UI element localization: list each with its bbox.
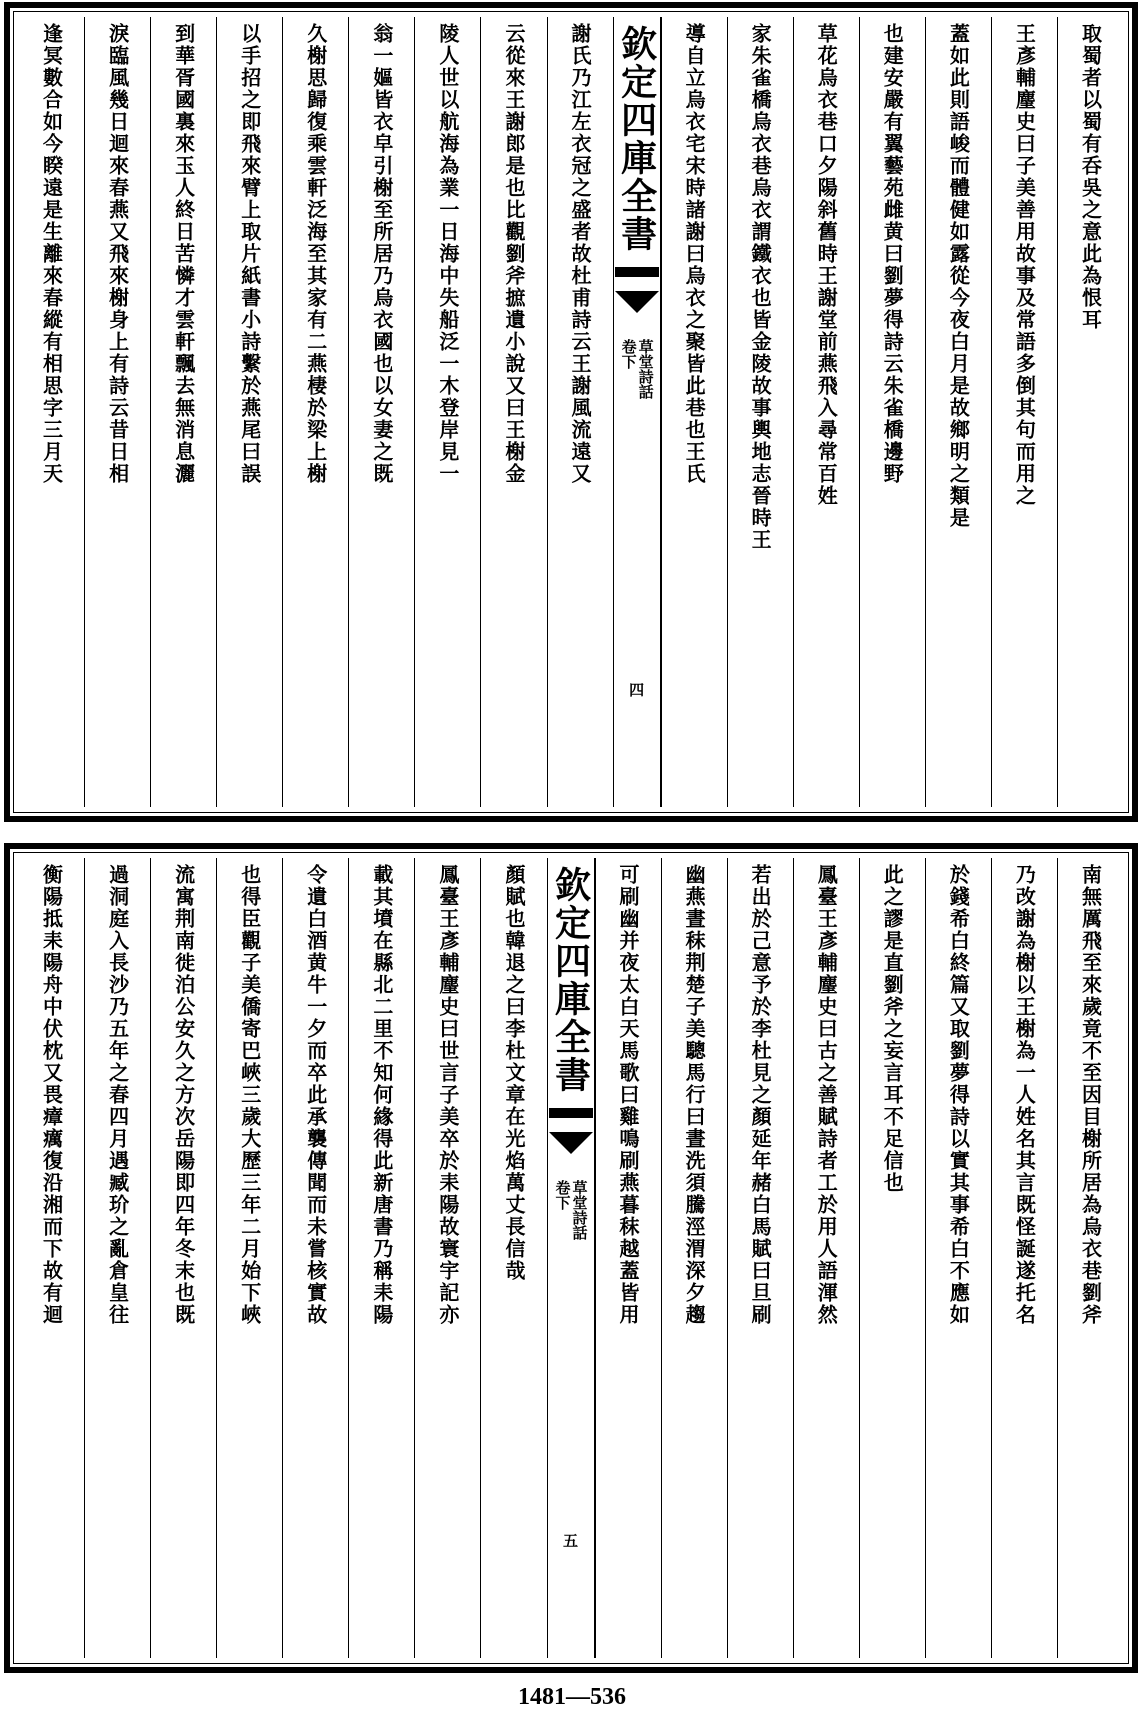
- page-footer: 1481—536: [518, 1684, 626, 1710]
- text-column: [84, 858, 150, 1658]
- text-column: [414, 858, 480, 1658]
- book-label: [555, 1180, 587, 1240]
- book-title: 草堂詩話: [636, 339, 655, 399]
- text-column-content: 翁一嫗皆衣皁引榭至所居乃烏衣國也以女妻之既: [369, 23, 394, 485]
- text-column: [925, 858, 991, 1658]
- text-column: [84, 17, 150, 807]
- text-column: [480, 17, 546, 807]
- text-column: [661, 858, 727, 1658]
- text-column-content: 顏賦也韓退之曰李杜文章在光焰萬丈長信哉: [501, 864, 526, 1282]
- text-column: [727, 17, 793, 807]
- text-column: [1057, 858, 1123, 1658]
- text-column-content: 云從來王謝郎是也比觀劉斧摭遺小說又曰王榭金: [501, 23, 526, 485]
- text-column: [348, 17, 414, 807]
- text-column: [595, 858, 661, 1658]
- text-column-content: 取蜀者以蜀有呑吳之意此為恨耳: [1078, 23, 1103, 331]
- book-title: 草堂詩話: [570, 1180, 589, 1240]
- text-column: [282, 858, 348, 1658]
- text-column-content: 此之謬是直劉斧之妄言耳不足信也: [880, 864, 905, 1194]
- page-number: 四: [627, 682, 646, 697]
- text-column-content: 陵人世以航海為業一日海中失船泛一木登岸見一: [435, 23, 460, 485]
- text-column: [216, 17, 282, 807]
- text-column-content: 也得臣觀子美僑寄巴峽三歲大歷三年二月始下峽: [237, 864, 262, 1326]
- text-column: [19, 17, 84, 807]
- text-column-content: 到華胥國裏來玉人終日苦憐才雲軒飄去無消息灑: [171, 23, 196, 485]
- text-column-content: 謝氏乃江左衣冠之盛者故杜甫詩云王謝風流遠又: [568, 23, 593, 485]
- text-column-content: 載其墳在縣北二里不知何緣得此新唐書乃稱耒陽: [369, 864, 394, 1326]
- text-column-content: 若出於己意予於李杜見之顏延年赭白馬賦曰旦刷: [748, 864, 773, 1326]
- text-column-content: 流寓荆南徙泊公安久之方次岳陽即四年冬末也既: [171, 864, 196, 1326]
- text-column: [150, 858, 216, 1658]
- collection-title: 欽定四庫全書: [615, 25, 658, 253]
- text-column: [661, 17, 727, 807]
- text-column: [19, 858, 84, 1658]
- text-column-content: 鳳臺王彥輔麈史曰古之善賦詩者工於用人語渾然: [814, 864, 839, 1326]
- text-column: [414, 17, 480, 807]
- text-column: [547, 17, 613, 807]
- text-column-content: 鳳臺王彥輔麈史曰世言子美卒於耒陽故寰宇記亦: [435, 864, 460, 1326]
- text-column-content: 幽燕晝秣荆楚子美驄馬行曰晝洗須騰涇渭深夕趨: [682, 864, 707, 1326]
- text-column: [991, 858, 1057, 1658]
- text-column-content: 可刷幽并夜太白天馬歌曰雞鳴刷燕暮秣越蓋皆用: [616, 864, 641, 1326]
- text-column: [216, 858, 282, 1658]
- text-column: [793, 858, 859, 1658]
- text-column-content: 令遺白酒黄牛一夕而卒此承襲傳聞而未嘗核實故: [303, 864, 328, 1326]
- book-label: [621, 339, 653, 399]
- top-page-columns: [19, 17, 1123, 807]
- text-column-content: 淚臨風幾日迴來春燕又飛來榭身上有詩云昔日相: [105, 23, 130, 485]
- volume-label: 卷下: [619, 339, 638, 369]
- fishtail-bar: [549, 1108, 593, 1118]
- text-column-content: 久榭思歸復乘雲軒泛海至其家有二燕棲於梁上榭: [303, 23, 328, 485]
- text-column-content: 過洞庭入長沙乃五年之春四月遇臧玠之亂倉皇往: [105, 864, 130, 1326]
- text-column-content: 蓋如此則語峻而體健如露從今夜白月是故鄉明之類是: [946, 23, 971, 529]
- bottom-page: [4, 843, 1138, 1673]
- text-column-content: 南無厲飛至來歲竟不至因目榭所居為烏衣巷劉斧: [1078, 864, 1103, 1326]
- text-column-content: 逢冥數合如今睽遠是生離來春縱有相思字三月天: [39, 23, 64, 485]
- text-column: [480, 858, 546, 1658]
- bottom-page-columns: [19, 858, 1123, 1658]
- text-column: [925, 17, 991, 807]
- text-column: [859, 858, 925, 1658]
- text-column: [1057, 17, 1123, 807]
- center-column: [613, 17, 661, 807]
- text-column: [859, 17, 925, 807]
- text-column-content: 草花烏衣巷口夕陽斜舊時王謝堂前燕飛入尋常百姓: [814, 23, 839, 507]
- text-column-content: 乃改謝為榭以王榭為一人姓名其言既怪誕遂托名: [1012, 864, 1037, 1326]
- page-number: 五: [561, 1533, 579, 1548]
- text-column: [348, 858, 414, 1658]
- text-column-content: 王彥輔麈史曰子美善用故事及常語多倒其句而用之: [1012, 23, 1037, 507]
- text-column-content: 也建安嚴有翼藝苑雌黄曰劉夢得詩云朱雀橋邊野: [880, 23, 905, 485]
- fishtail-mark: [615, 291, 659, 313]
- fishtail-mark: [549, 1132, 593, 1154]
- text-column-content: 家朱雀橋烏衣巷烏衣謂鐵衣也皆金陵故事輿地志晉時王: [748, 23, 773, 551]
- text-column-content: 導自立烏衣宅宋時諸謝曰烏衣之聚皆此巷也王氏: [682, 23, 707, 485]
- text-column-content: 以手招之即飛來臂上取片紙書小詩繫於燕尾曰誤: [237, 23, 262, 485]
- top-page: [4, 2, 1138, 822]
- fishtail-bar: [615, 267, 659, 277]
- text-column: [727, 858, 793, 1658]
- center-column: [547, 858, 595, 1658]
- text-column: [282, 17, 348, 807]
- text-column-content: 衡陽抵耒陽舟中伏枕又畏瘴癘復沿湘而下故有迴: [39, 864, 64, 1326]
- text-column: [793, 17, 859, 807]
- text-column-content: 於錢希白終篇又取劉夢得詩以實其事希白不應如: [946, 864, 971, 1326]
- text-column: [150, 17, 216, 807]
- text-column: [991, 17, 1057, 807]
- volume-label: 卷下: [553, 1180, 572, 1210]
- collection-title: 欽定四庫全書: [549, 866, 592, 1094]
